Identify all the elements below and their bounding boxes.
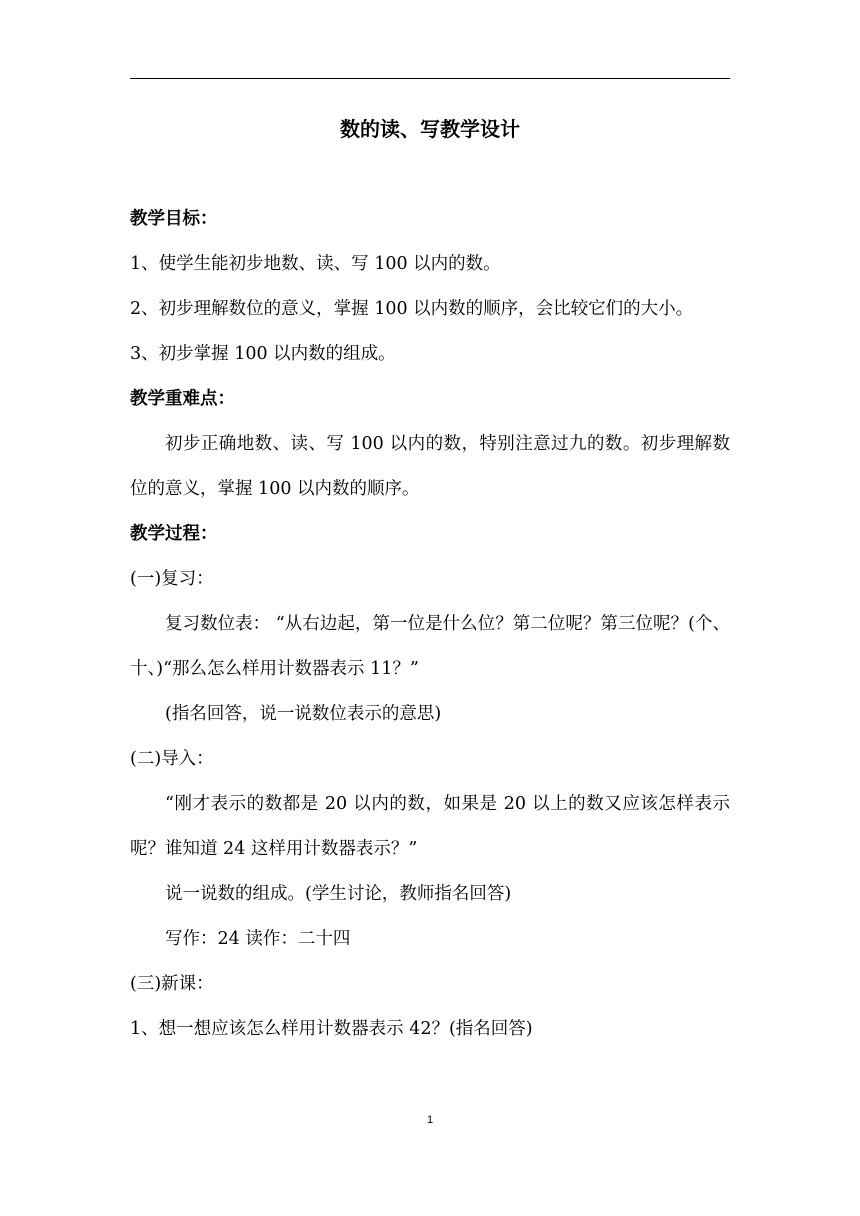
section-heading: 教学过程： <box>130 524 218 544</box>
page-number: 1 <box>426 1114 434 1126</box>
section-heading: 教学目标： <box>130 209 218 229</box>
document-title: 数的读、写教学设计 <box>340 117 520 141</box>
section-heading: 教学重难点： <box>130 389 235 409</box>
paragraph: 写作：24 读作：二十四 <box>165 929 351 949</box>
paragraph: 初步正确地数、读、写 100 以内的数，特别注意过九的数。初步理解数位的意义，掌握 100 以内数的顺序。 <box>130 434 730 499</box>
paragraph: 复习数位表： “从右边起，第一位是什么位？第二位呢？第三位呢？(个、十、)“那么怎么样用计数器表示 11？” <box>130 614 730 679</box>
paragraph: 1、使学生能初步地数、读、写 100 以内的数。 <box>130 254 501 274</box>
paragraph: 2、初步理解数位的意义，掌握 100 以内数的顺序，会比较它们的大小。 <box>130 299 694 319</box>
paragraph: (一)复习： <box>130 569 214 589</box>
paragraph: “刚才表示的数都是 20 以内的数，如果是 20 以上的数又应该怎样表示呢？谁知道 24 这样用计数器表示？” <box>130 794 730 859</box>
document-body <box>130 114 730 1059</box>
paragraph: 3、初步掌握 100 以内数的组成。 <box>130 344 396 364</box>
paragraph: (指名回答，说一说数位表示的意思) <box>165 704 442 724</box>
paragraph-list <box>130 204 730 1044</box>
paragraph: (二)导入： <box>130 749 214 769</box>
paragraph: (三)新课： <box>130 974 214 994</box>
header-rule <box>130 78 730 79</box>
paragraph: 1、想一想应该怎么样用计数器表示 42？(指名回答) <box>130 1019 533 1039</box>
paragraph: 说一说数的组成。(学生讨论，教师指名回答) <box>165 884 512 904</box>
